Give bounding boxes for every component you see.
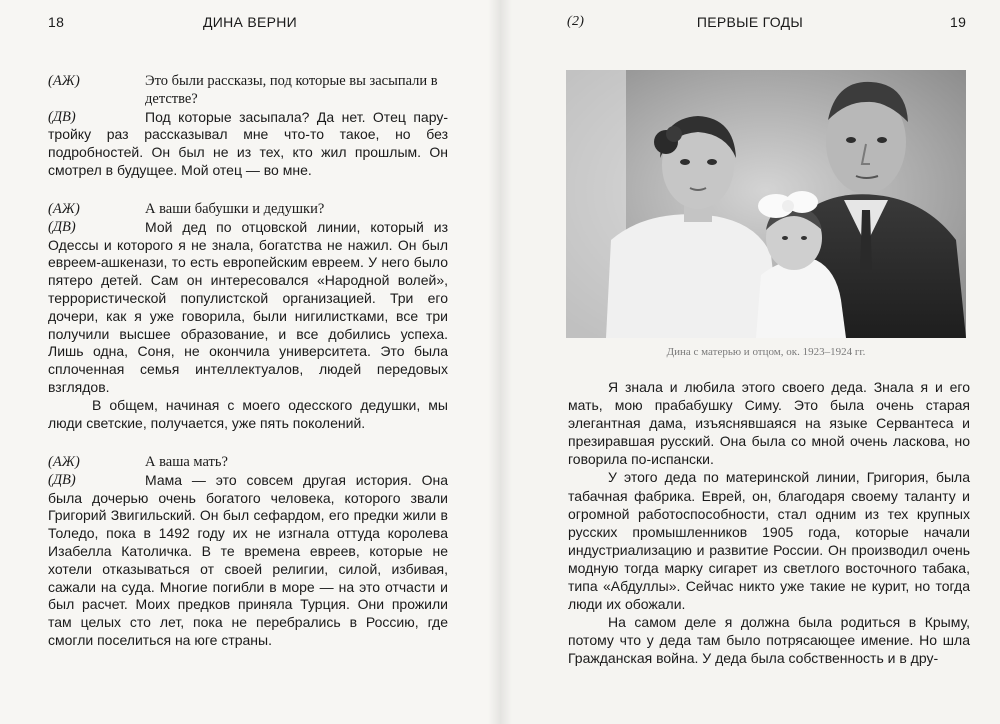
left-page-number: 18: [48, 14, 65, 30]
answer-text: Мама — это совсем другая история. Она была дочерью очень богатого человека, которого звали Григорий Звигильский. Он был сефардом, его предки жили в Толедо, пока в 1492 году их не изгнала оттуда королева Изабелла Католичка. В те времена евреев, которые не хотели отказываться от своей религии, силой, избивая, сажали на суда. Многие погибли в море — на это отчасти и был расчет. Моих предков приняла Турция. Они прожили там целых сто лет, пока не перебрались в Россию, где смогли поселиться на юге страны.: [48, 471, 448, 648]
question-speaker: (АЖ): [48, 454, 80, 470]
qa-block-2: [48, 201, 448, 432]
question-text: А ваша мать?: [145, 454, 228, 470]
answer-text: Мой дед по отцовской линии, который из Одессы и которого я не знала, богатства не нажил. Он был евреем-ашкенази, то есть европейским евреем. У него было пятеро детей. Сам он интересовался «Народной волей», террористической популистской организацией. Три его дочери, как я уже говорила, были нигилистками, все три получили высшее образование, и все добились успеха. Лишь одна, Соня, не окончила университета. Это была сплоченная семья интеллектуалов, людей передовых взглядов.: [48, 218, 448, 395]
family-photo-illustration: [566, 70, 966, 338]
qa-block-3: [48, 454, 448, 650]
photo-caption: Дина с матерью и отцом, ок. 1923–1924 гг.: [666, 346, 866, 358]
question-speaker: (АЖ): [48, 201, 80, 217]
left-running-head: ДИНА ВЕРНИ: [202, 14, 298, 30]
qa-block-1: [48, 73, 448, 180]
family-photo: [566, 70, 966, 338]
book-gutter: [488, 0, 512, 724]
right-page-text: [568, 378, 970, 668]
paragraph: На самом деле я должна была родиться в Крыму, потому что у деда там было потрясающее имение. Но шла Гражданская война. У деда была собственность и в дру-: [568, 614, 970, 667]
answer-speaker: (ДВ): [48, 218, 76, 235]
chapter-marker: (2): [567, 14, 585, 29]
right-running-head: ПЕРВЫЕ ГОДЫ: [696, 14, 804, 30]
answer-speaker: (ДВ): [48, 471, 76, 488]
answer-continuation: В общем, начиная с моего одесского дедушки, мы люди светские, получается, уже пять поколений.: [48, 396, 448, 431]
question-speaker: (АЖ): [48, 73, 80, 89]
paragraph: У этого деда по материнской линии, Григория, была табачная фабрика. Еврей, он, благодаря своему таланту и огромной работоспособности, стал одним из тех крупных русских промышленников 1905 года, которые начали индустриализацию и развитие России. Он производил очень модную тогда марку сигарет из светлого восточного табака, типа «Абдуллы». Сейчас никто уже такие не курит, но тогда люди их обожали.: [568, 469, 970, 613]
question-text: Это были рассказы, под которые вы засыпали в детстве?: [145, 73, 438, 107]
right-page-number: 19: [950, 14, 967, 30]
question-text: А ваши бабушки и дедушки?: [145, 201, 325, 217]
paragraph: Я знала и любила этого своего деда. Знала я и его мать, мою прабабушку Симу. Это была очень старая элегантная дама, изъяснявшаяся на языке Сервантеса и презиравшая русский. Она была со мной очень ласкова, но говорила по-испански.: [568, 379, 970, 468]
answer-speaker: (ДВ): [48, 108, 76, 125]
answer-text: Под которые засыпала? Да нет. Отец пару-тройку раз рассказывал мне что-то такое, но без подробностей. Он был не из тех, кто жил прошлым. Он смотрел в будущее. Мой отец — во мне.: [48, 108, 448, 178]
